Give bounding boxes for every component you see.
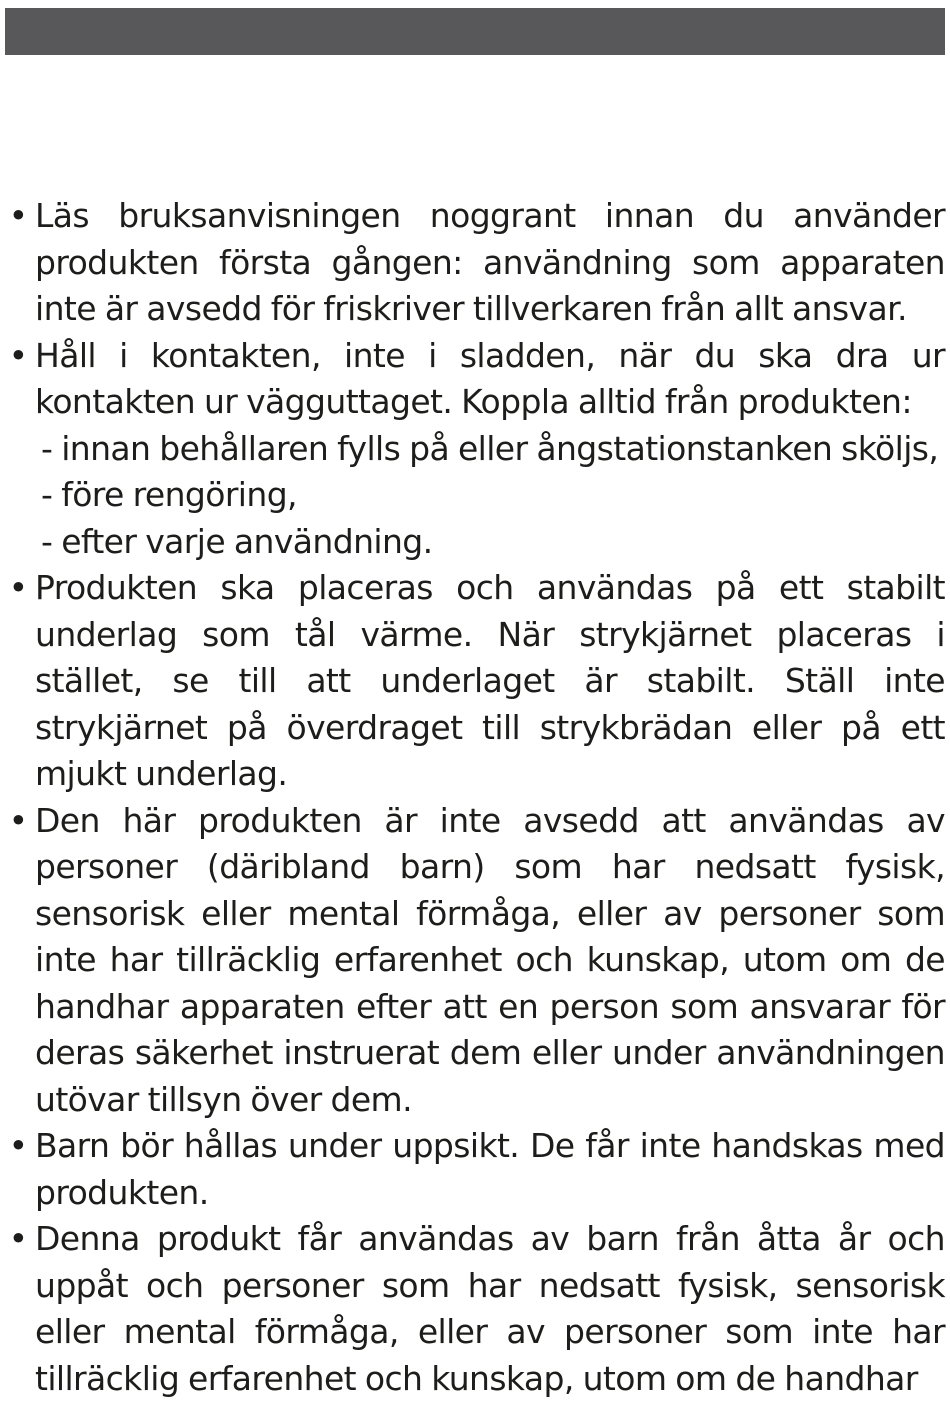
list-item-text: Produkten ska placeras och användas på ett stabilt underlag som tål värme. När strykjärnet placeras i stället, se till att underlaget är stabilt. Ställ inte strykjärnet på överdraget till strykbrädan eller på ett mjukt underlag.	[35, 568, 945, 793]
sub-item: - innan behållaren fylls på eller ångstationstanken sköljs,	[41, 428, 939, 468]
bullet-icon: •	[8, 568, 28, 607]
list-item-text: Läs bruksanvisningen noggrant innan du använder produkten första gången: användning som apparaten inte är avsedd för friskriver tillverkaren från allt ansvar.	[35, 196, 945, 328]
header-bar	[5, 8, 945, 55]
list-item	[5, 333, 945, 566]
list-item	[5, 798, 945, 1124]
list-item-text: Den här produkten är inte avsedd att användas av personer (däribland barn) som har nedsatt fysisk, sensorisk eller mental förmåga, eller av personer som inte har tillräcklig erfarenhet och kunskap, utom om de handhar apparaten efter att en person som ansvarar för deras säkerhet instruerat dem eller under användningen utövar tillsyn över dem.	[35, 800, 945, 1119]
sub-item: - före rengöring,	[41, 475, 297, 514]
bullet-icon: •	[8, 196, 28, 235]
list-item-text: Barn bör hållas under uppsikt. De får inte handskas med produkten.	[35, 1126, 945, 1212]
list-item	[5, 1123, 945, 1216]
bullet-icon: •	[8, 1219, 28, 1258]
list-item	[5, 565, 945, 798]
list-item-text: Denna produkt får användas av barn från åtta år och uppåt och personer som har nedsatt fysisk, sensorisk eller mental förmåga, eller av personer som inte har tillräcklig erfarenhet och kunskap, utom om de handhar	[35, 1219, 945, 1398]
bullet-icon: •	[8, 335, 28, 375]
bullet-icon: •	[8, 800, 28, 840]
bullet-icon: •	[8, 1126, 28, 1165]
list-item	[5, 193, 945, 333]
list-item	[5, 1216, 945, 1402]
safety-instructions-list	[5, 193, 945, 1402]
sub-item: - efter varje användning.	[41, 521, 433, 561]
list-item-text: Håll i kontakten, inte i sladden, när du ska dra ur kontakten ur vägguttaget. Koppla alltid från produkten:	[35, 335, 945, 421]
